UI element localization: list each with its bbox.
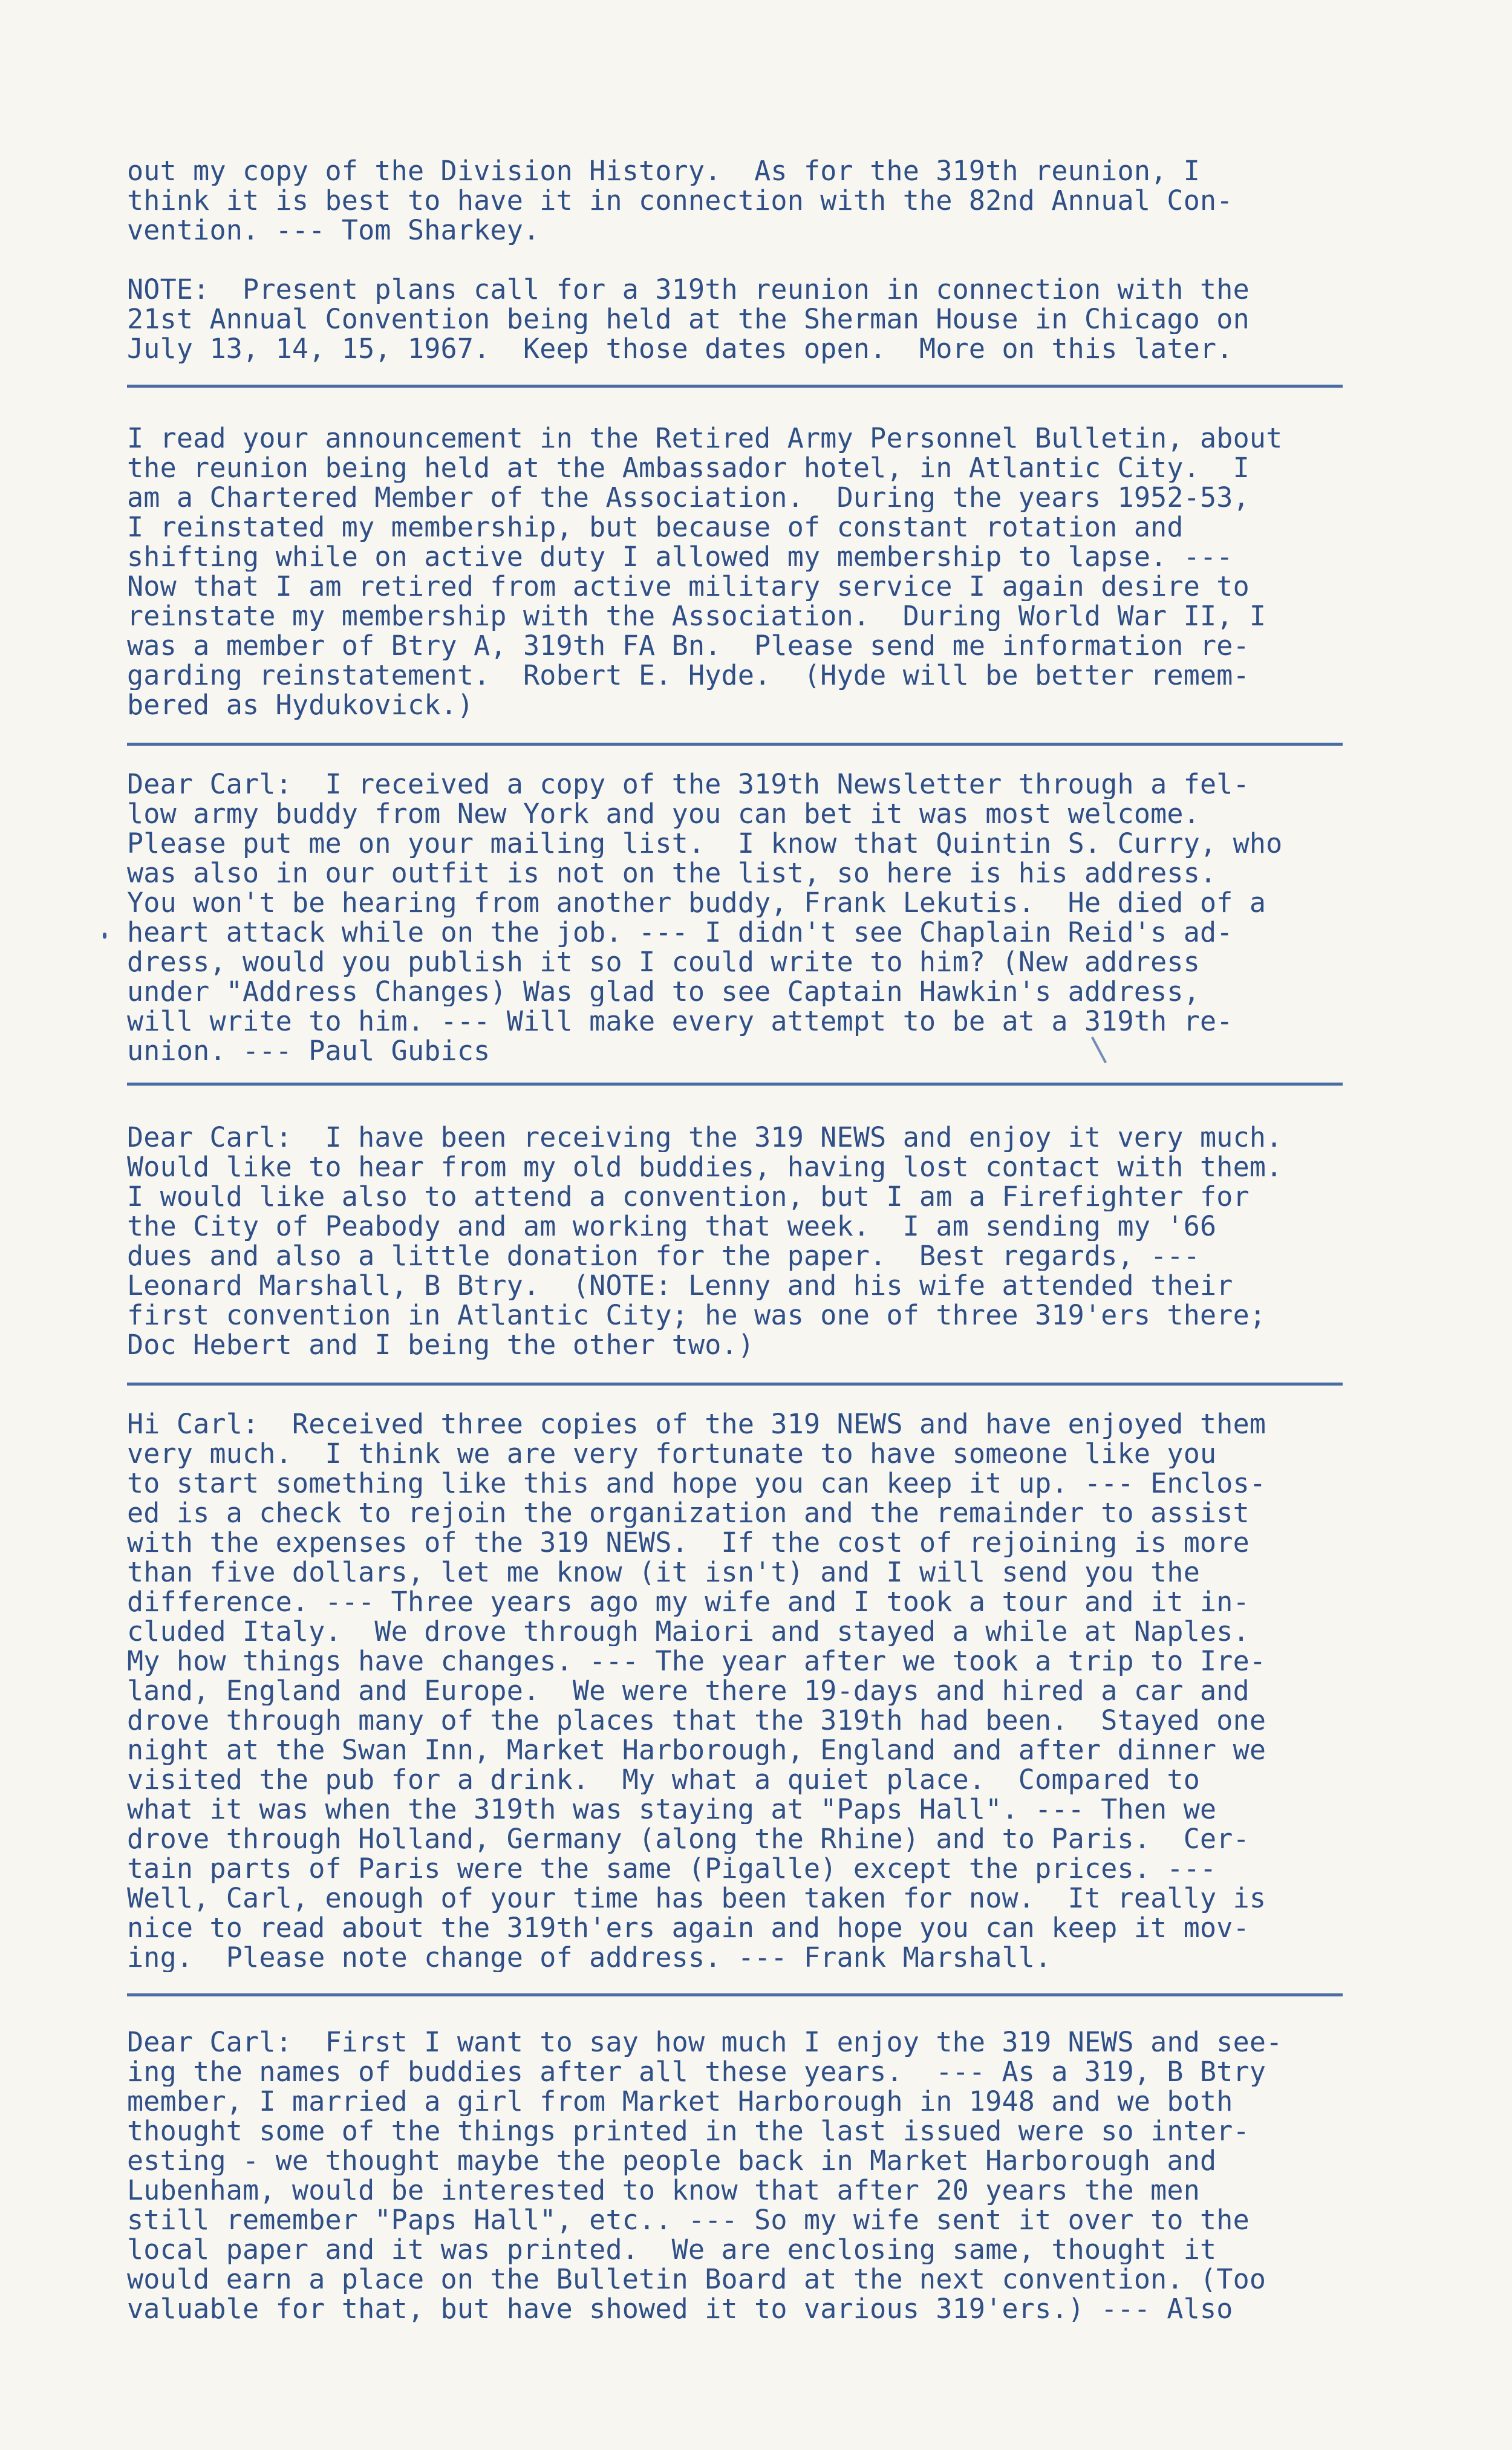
text-line: Doc Hebert and I being the other two.) (127, 1330, 755, 1360)
text-line: was also in our outfit is not on the list, so here is his address. (127, 858, 1217, 888)
text-line: the City of Peabody and am working that week. I am sending my '66 (127, 1211, 1217, 1241)
text-line: ing the names of buddies after all these years. --- As a 319, B Btry (127, 2057, 1266, 2087)
text-line: was a member of Btry A, 319th FA Bn. Please send me information re- (127, 631, 1250, 660)
text-line: ing. Please note change of address. --- Frank Marshall. (127, 1943, 1052, 1972)
text-line: Well, Carl, enough of your time has been taken for now. It really is (127, 1883, 1266, 1913)
text-line: under "Address Changes) Was glad to see Captain Hawkin's address, (127, 977, 1200, 1006)
text-line: Please put me on your mailing list. I know that Quintin S. Curry, who (127, 829, 1283, 858)
text-line: garding reinstatement. Robert E. Hyde. (Hyde will be better remem- (127, 660, 1250, 690)
text-line: 21st Annual Convention being held at the Sherman House in Chicago on (127, 304, 1250, 334)
text-line: will write to him. --- Will make every attempt to be at a 319th re- (127, 1006, 1233, 1036)
text-line: very much. I think we are very fortunate to have someone like you (127, 1439, 1217, 1468)
text-line: think it is best to have it in connection with the 82nd Annual Con- (127, 186, 1233, 215)
text-line: You won't be hearing from another buddy, Frank Lekutis. He died of a (127, 888, 1266, 917)
text-line: night at the Swan Inn, Market Harborough, England and after dinner we (127, 1735, 1266, 1765)
text-line: I reinstated my membership, but because of constant rotation and (127, 512, 1184, 542)
text-line: valuable for that, but have showed it to various 319'ers.) --- Also (127, 2294, 1233, 2324)
text-line: July 13, 14, 15, 1967. Keep those dates open. More on this later. (127, 334, 1233, 363)
text-line: to start something like this and hope you can keep it up. --- Enclos- (127, 1468, 1266, 1498)
text-line: I read your announcement in the Retired Army Personnel Bulletin, about (127, 423, 1283, 453)
text-line: Would like to hear from my old buddies, having lost contact with them. (127, 1152, 1283, 1182)
text-line: would earn a place on the Bulletin Board at the next convention. (Too (127, 2264, 1266, 2294)
text-line: Lubenham, would be interested to know that after 20 years the men (127, 2175, 1200, 2205)
letter-b-btry-member (127, 2027, 1397, 2324)
text-line: Dear Carl: I received a copy of the 319th Newsletter through a fel- (127, 769, 1250, 799)
text-line: than five dollars, let me know (it isn't) and I will send you the (127, 1557, 1200, 1587)
text-line: drove through Holland, Germany (along the Rhine) and to Paris. Cer- (127, 1824, 1250, 1854)
letter-paul-gubics (127, 769, 1397, 1066)
text-line: reinstate my membership with the Association. During World War II, I (127, 601, 1266, 631)
text-line: NOTE: Present plans call for a 319th reunion in connection with the (127, 275, 1250, 304)
text-line: with the expenses of the 319 NEWS. If the cost of rejoining is more (127, 1528, 1250, 1557)
text-line: Dear Carl: First I want to say how much I enjoy the 319 NEWS and see- (127, 2027, 1283, 2057)
text-line: low army buddy from New York and you can bet it was most welcome. (127, 799, 1200, 829)
text-line: visited the pub for a drink. My what a quiet place. Compared to (127, 1765, 1200, 1794)
text-line: tain parts of Paris were the same (Pigalle) except the prices. --- (127, 1854, 1217, 1883)
section-divider (127, 743, 1343, 746)
text-line: heart attack while on the job. --- I didn't see Chaplain Reid's ad- (127, 917, 1233, 947)
letter-frank-marshall (127, 1409, 1397, 1972)
section-divider (127, 1083, 1343, 1086)
text-line: drove through many of the places that the 319th had been. Stayed one (127, 1706, 1266, 1735)
text-line: Leonard Marshall, B Btry. (NOTE: Lenny and his wife attended their (127, 1271, 1233, 1300)
text-line: bered as Hydukovick.) (127, 690, 474, 720)
text-line: difference. --- Three years ago my wife and I took a tour and it in- (127, 1587, 1250, 1617)
text-line: ed is a check to rejoin the organization and the remainder to assist (127, 1498, 1250, 1528)
section-divider (127, 1383, 1343, 1386)
text-line: shifting while on active duty I allowed my membership to lapse. --- (127, 542, 1233, 572)
text-line: out my copy of the Division History. As for the 319th reunion, I (127, 156, 1200, 186)
text-line: member, I married a girl from Market Harborough in 1948 and we both (127, 2087, 1233, 2116)
text-line: union. --- Paul Gubics (127, 1036, 490, 1066)
text-line: Hi Carl: Received three copies of the 319 NEWS and have enjoyed them (127, 1409, 1266, 1439)
text-line: Dear Carl: I have been receiving the 319 NEWS and enjoy it very much. (127, 1122, 1283, 1152)
text-line: local paper and it was printed. We are enclosing same, thought it (127, 2235, 1217, 2264)
text-line: cluded Italy. We drove through Maiori and stayed a while at Naples. (127, 1617, 1250, 1646)
text-line: what it was when the 319th was staying at "Paps Hall". --- Then we (127, 1794, 1217, 1824)
section-divider (127, 385, 1343, 388)
note-319th-reunion (127, 275, 1397, 363)
text-line: dues and also a little donation for the paper. Best regards, --- (127, 1241, 1200, 1271)
text-line: the reunion being held at the Ambassador hotel, in Atlantic City. I (127, 453, 1250, 483)
text-line: dress, would you publish it so I could write to him? (New address (127, 947, 1200, 977)
text-line: I would like also to attend a convention, but I am a Firefighter for (127, 1182, 1250, 1211)
text-line: land, England and Europe. We were there 19-days and hired a car and (127, 1676, 1250, 1706)
text-line: still remember "Paps Hall", etc.. --- So my wife sent it over to the (127, 2205, 1250, 2235)
text-line: am a Chartered Member of the Association. During the years 1952-53, (127, 483, 1250, 512)
section-divider (127, 1993, 1343, 1996)
letter-robert-hyde (127, 423, 1397, 720)
text-line: My how things have changes. --- The year after we took a trip to Ire- (127, 1646, 1266, 1676)
text-line: Now that I am retired from active military service I again desire to (127, 572, 1250, 601)
text-line: vention. --- Tom Sharkey. (127, 215, 540, 245)
margin-ink-mark (103, 933, 106, 939)
letter-leonard-marshall (127, 1122, 1397, 1360)
text-line: thought some of the things printed in the last issued were so inter- (127, 2116, 1250, 2146)
letter-tom-sharkey-end (127, 156, 1397, 245)
text-line: nice to read about the 319th'ers again and hope you can keep it mov- (127, 1913, 1250, 1943)
text-line: first convention in Atlantic City; he was one of three 319'ers there; (127, 1300, 1266, 1330)
text-line: esting - we thought maybe the people back in Market Harborough and (127, 2146, 1217, 2175)
